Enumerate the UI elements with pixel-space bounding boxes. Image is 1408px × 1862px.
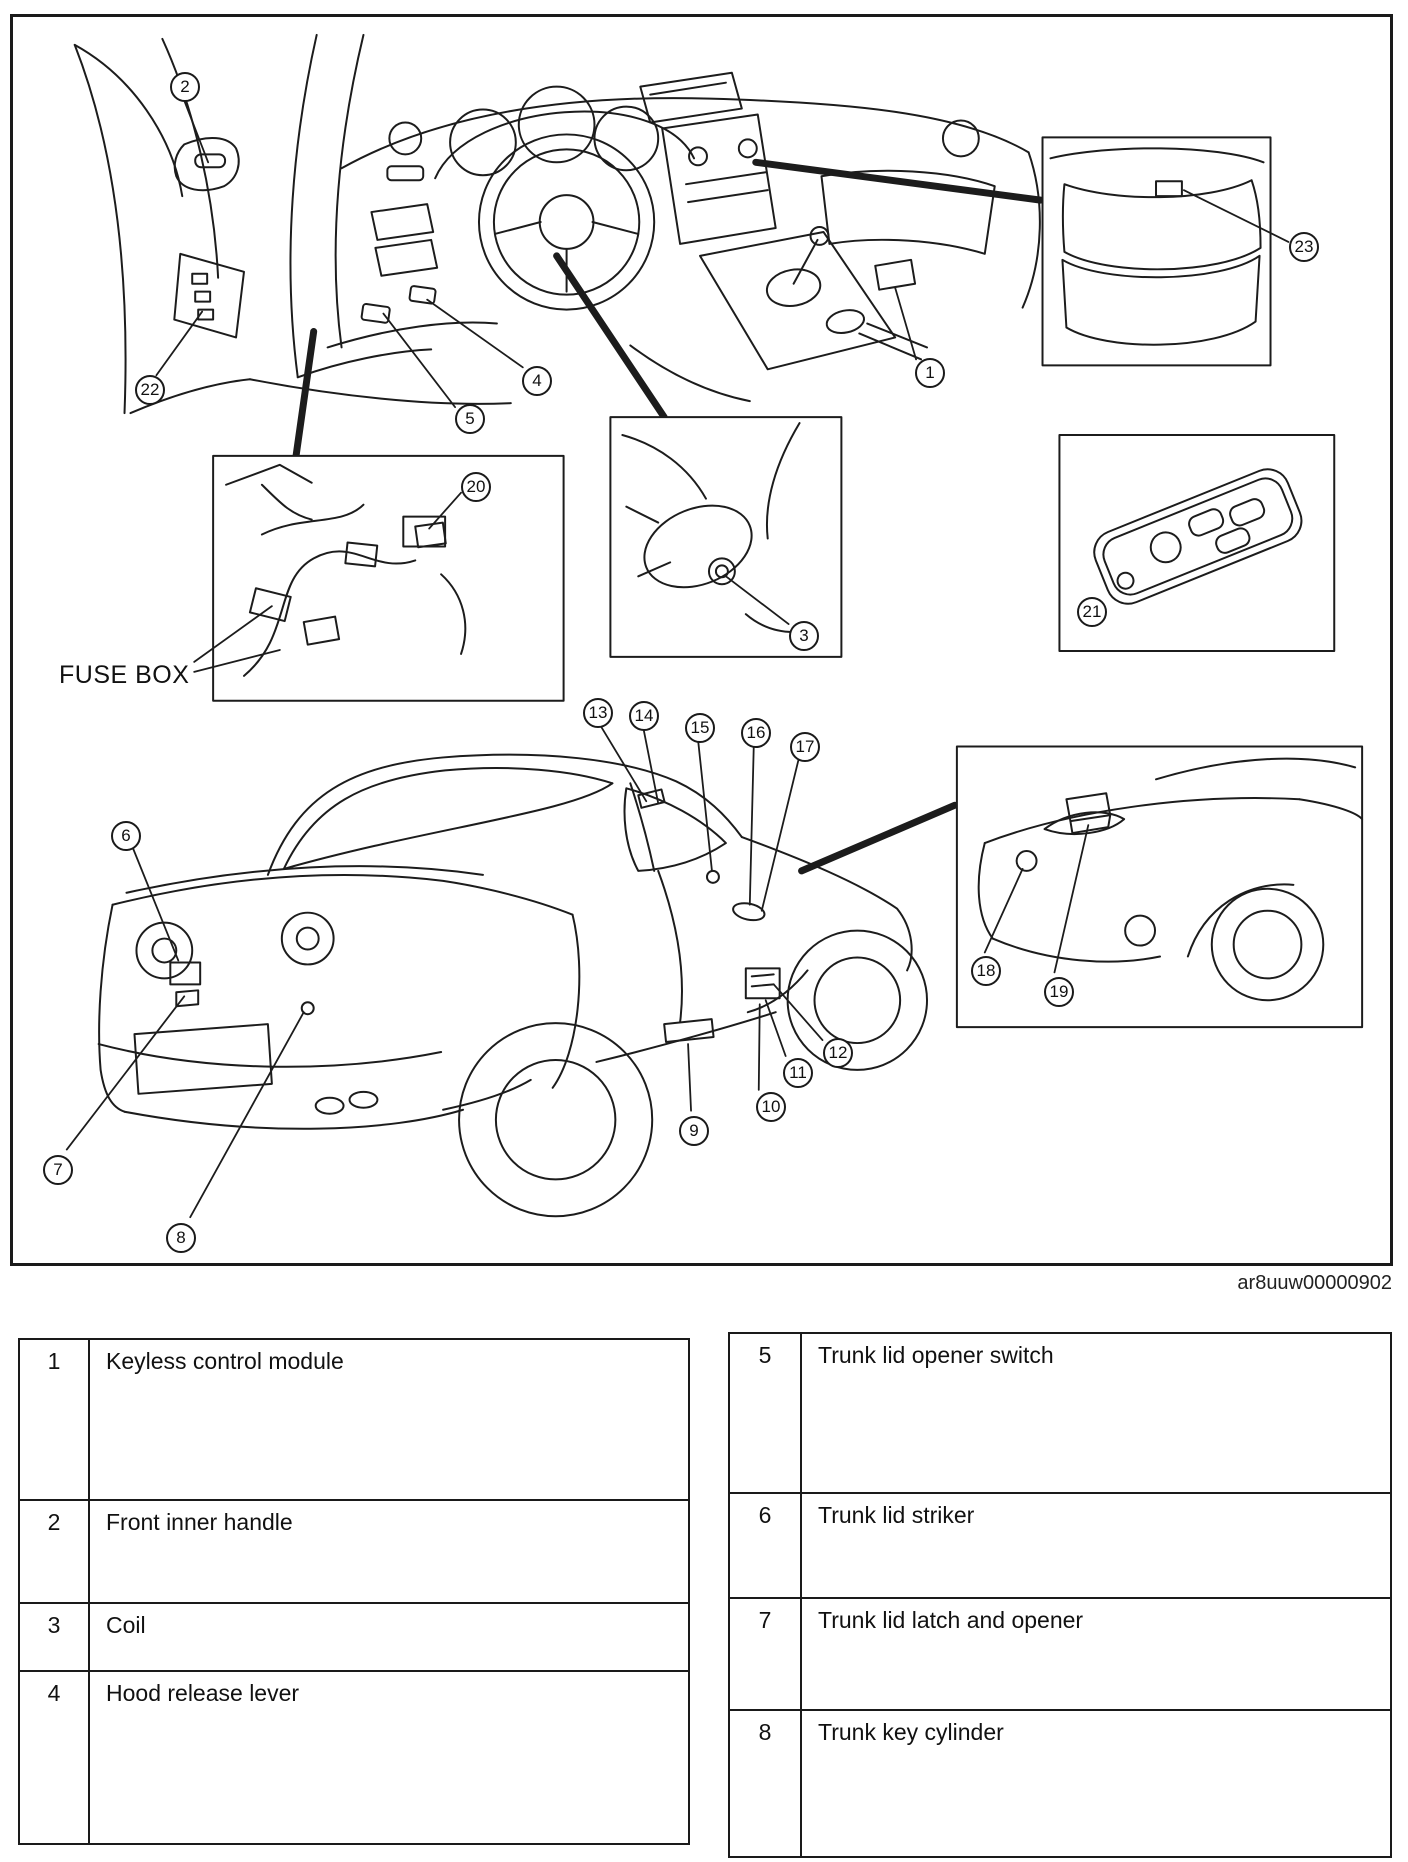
legend-label: Hood release lever [106,1680,300,1706]
callout-23: 23 [1289,232,1319,262]
legend-row-3 [20,1602,688,1670]
figure-watermark: ar8uuw00000902 [1237,1272,1392,1294]
callout-1: 1 [915,358,945,388]
legend-label: Trunk lid latch and opener [818,1607,1084,1633]
front-car-inset [957,746,1362,1027]
callout-17: 17 [790,732,820,762]
legend-num: 8 [730,1711,802,1856]
callout-10: 10 [756,1092,786,1122]
legend-label: Front inner handle [106,1509,293,1535]
callout-12: 12 [823,1038,853,1068]
legend-num: 2 [20,1501,90,1602]
legend-num: 4 [20,1672,90,1843]
callout-16: 16 [741,718,771,748]
glove-box-inset [1043,137,1271,365]
callout-4: 4 [522,366,552,396]
legend-label: Trunk key cylinder [818,1719,1004,1745]
callout-7: 7 [43,1155,73,1185]
legend-table-left [18,1338,690,1845]
rear-car-scene [99,755,927,1217]
legend-num: 3 [20,1604,90,1670]
fuse-box-label: FUSE BOX [59,661,190,689]
dashboard-scene [75,35,1040,413]
callout-22: 22 [135,375,165,405]
callout-19: 19 [1044,977,1074,1007]
callout-18: 18 [971,956,1001,986]
legend-row-5 [730,1334,1390,1492]
legend-row-6 [730,1492,1390,1597]
legend-label: Keyless control module [106,1348,344,1374]
legend-num: 1 [20,1340,90,1499]
callout-5: 5 [455,404,485,434]
fuse-box-inset [213,456,563,701]
legend-table-right [728,1332,1392,1858]
callout-11: 11 [783,1058,813,1088]
diagram-frame [10,14,1393,1266]
callout-3: 3 [789,621,819,651]
legend-row-1 [20,1340,688,1499]
callout-6: 6 [111,821,141,851]
legend-row-2 [20,1499,688,1602]
callout-13: 13 [583,698,613,728]
legend-num: 6 [730,1494,802,1597]
legend-label: Coil [106,1612,146,1638]
callout-14: 14 [629,701,659,731]
legend-num: 5 [730,1334,802,1492]
callout-9: 9 [679,1116,709,1146]
callout-2: 2 [170,72,200,102]
legend-label: Trunk lid striker [818,1502,975,1528]
legend-row-4 [20,1670,688,1843]
legend-row-7 [730,1597,1390,1709]
legend-row-8 [730,1709,1390,1856]
callout-8: 8 [166,1223,196,1253]
callout-20: 20 [461,472,491,502]
callout-15: 15 [685,713,715,743]
callout-21: 21 [1077,597,1107,627]
diagram-art [13,17,1390,1263]
legend-num: 7 [730,1599,802,1709]
legend-label: Trunk lid opener switch [818,1342,1054,1368]
